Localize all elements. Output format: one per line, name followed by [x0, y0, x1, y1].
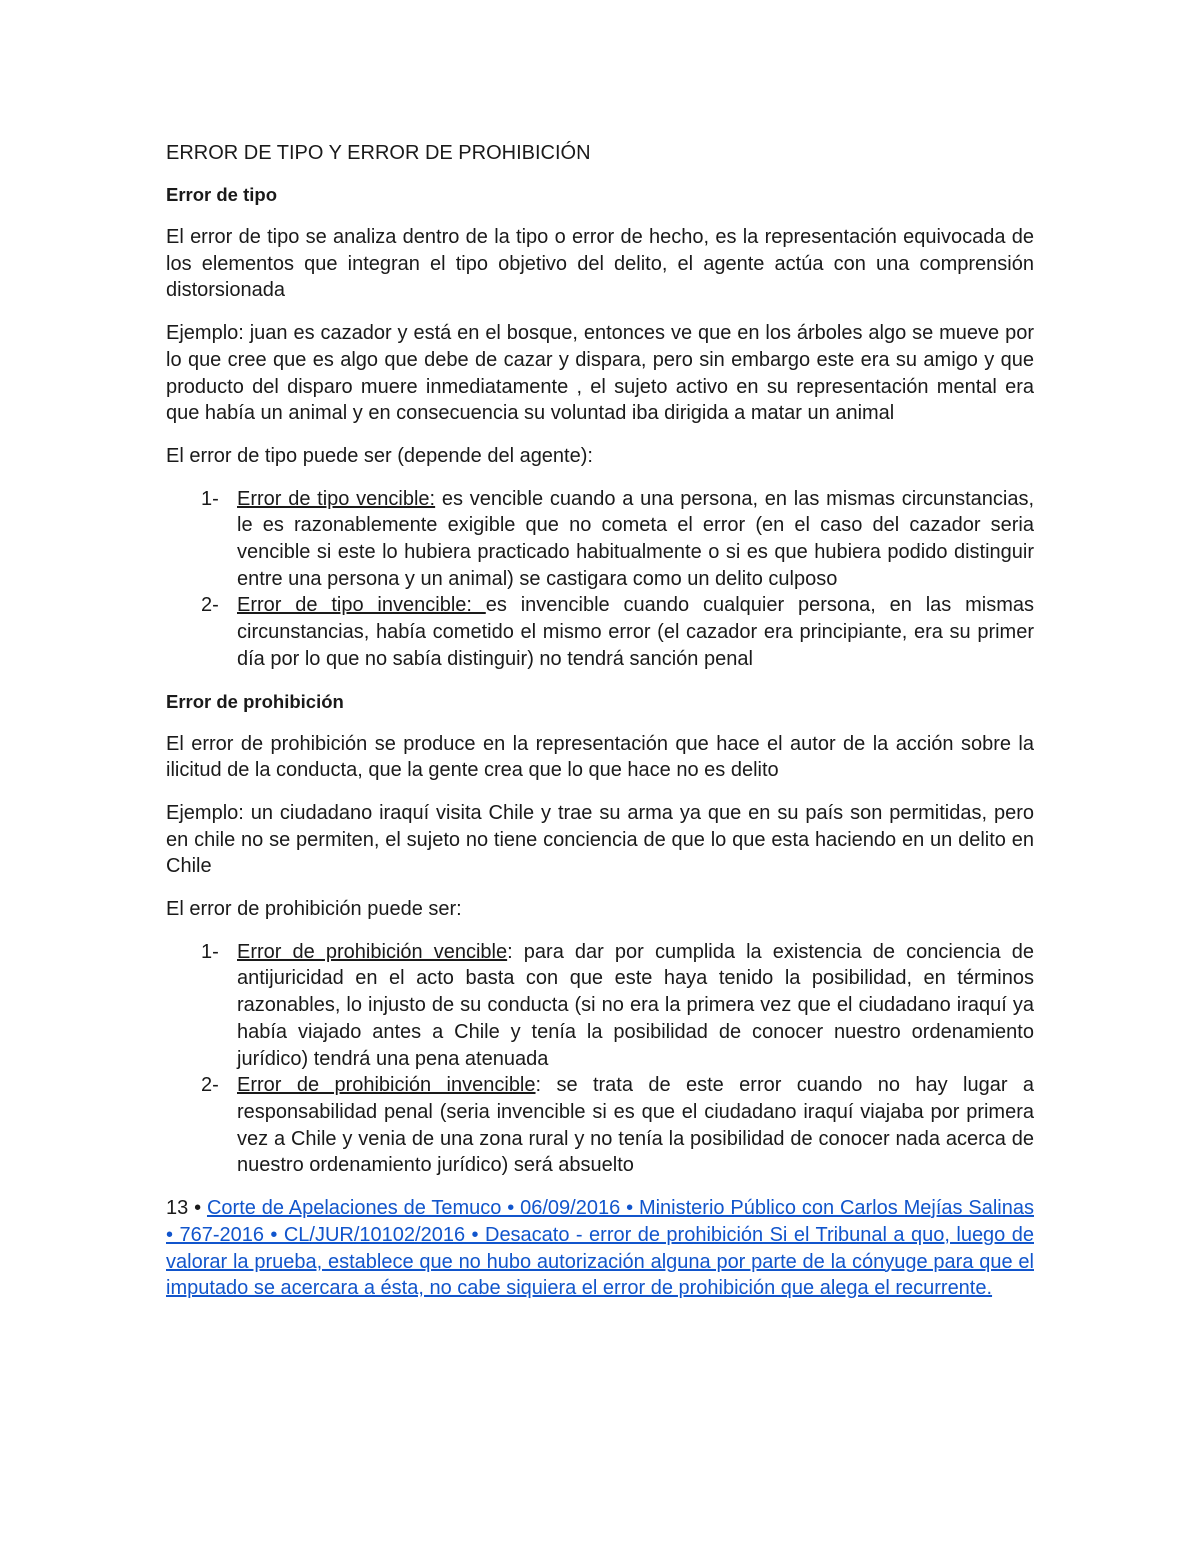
list-item [166, 939, 1034, 1073]
section-heading-error-de-tipo: Error de tipo [166, 184, 278, 205]
numbered-list [166, 939, 1034, 1179]
list-text: : se trata de este error cuando no hay lugar a responsabilidad penal (seria invencible si es que el ciudadano iraquí viajaba por primera vez a Chile y venia de una zona rural y no tenía la posibilidad de conocer nada acerca de nuestro ordenamiento jurídico) será absuelto [237, 1074, 1034, 1177]
list-text: : para dar por cumplida la existencia de conciencia de antijuricidad en el acto basta con que este haya tenido la posibilidad, en términos razonables, lo injusto de su conducta (si no era la primera vez que el ciudadano iraquí ya había viajado antes a Chile y tenía la posibilidad de conocer nuestro ordenamiento jurídico) tendrá una pena atenuada [237, 940, 1035, 1070]
list-item [166, 1072, 1034, 1179]
reference-footnote [166, 1195, 1034, 1302]
example-paragraph: Ejemplo: un ciudadano iraquí visita Chile y trae su arma ya que en su país son permitidas, pero en chile no se permiten, el sujeto no tiene conciencia de que lo que esta haciendo en un delito en Chile [166, 801, 1034, 878]
list-text: es invencible cuando cualquier persona, en las mismas circunstancias, había cometido el mismo error (el cazador era principiante, era su primer día por lo que no sabía distinguir) no tendrá sanción penal [237, 594, 1034, 670]
example-paragraph: Ejemplo: juan es cazador y está en el bosque, entonces ve que en los árboles algo se mueve por lo que cree que es algo que debe de cazar y dispara, pero sin embargo este era su amigo y que producto del disparo muere inmediatamente , el sujeto activo en su representación mental era que había un animal y en consecuencia su voluntad iba dirigida a matar un animal [166, 322, 1034, 425]
list-item [166, 486, 1034, 593]
list-number: 1- [201, 487, 219, 510]
list-term: Error de tipo vencible: [237, 487, 436, 510]
definition-paragraph: El error de tipo se analiza dentro de la tipo o error de hecho, es la representación equivocada de los elementos que integran el tipo objetivo del delito, el agente actúa con una comprensión distorsionada [166, 226, 1034, 302]
section-heading-error-de-prohibicion: Error de prohibición [166, 690, 344, 712]
list-number: 2- [201, 1074, 219, 1097]
list-term: Error de prohibición vencible [237, 940, 508, 963]
list-term: Error de tipo invencible: [237, 594, 486, 617]
list-item [166, 592, 1034, 672]
reference-link[interactable]: Corte de Apelaciones de Temuco • 06/09/2016 • Ministerio Público con Carlos Mejías Salinas • 767-2016 • CL/JUR/10102/2016 • Desacato - error de prohibición Si el Tribunal a quo, luego de valorar la prueba, establece que no hubo autorización alguna por parte de la cónyuge para que el imputado se acercara a ésta, no cabe siquiera el error de prohibición que alega el recurrente. [166, 1197, 1034, 1300]
numbered-list [166, 486, 1034, 673]
list-term: Error de prohibición invencible [237, 1074, 536, 1097]
document-page [166, 140, 1034, 1302]
definition-paragraph: El error de prohibición se produce en la representación que hace el autor de la acción sobre la ilicitud de la conducta, que la gente crea que lo que hace no es delito [166, 732, 1034, 782]
document-title: ERROR DE TIPO Y ERROR DE PROHIBICIÓN [166, 142, 591, 164]
list-number: 1- [201, 940, 219, 963]
list-text: es vencible cuando a una persona, en las mismas circunstancias, le es razonablemente exigible que no cometa el error (en el caso del cazador seria vencible si este lo hubiera practicado habitualmente o si es que hubiera podido distinguir entre una persona y un animal) se castigara como un delito culposo [237, 487, 1035, 590]
list-intro: El error de tipo puede ser (depende del agente): [166, 444, 593, 467]
list-intro: El error de prohibición puede ser: [166, 898, 462, 921]
reference-prefix: 13 • [166, 1197, 207, 1220]
list-number: 2- [201, 594, 219, 617]
